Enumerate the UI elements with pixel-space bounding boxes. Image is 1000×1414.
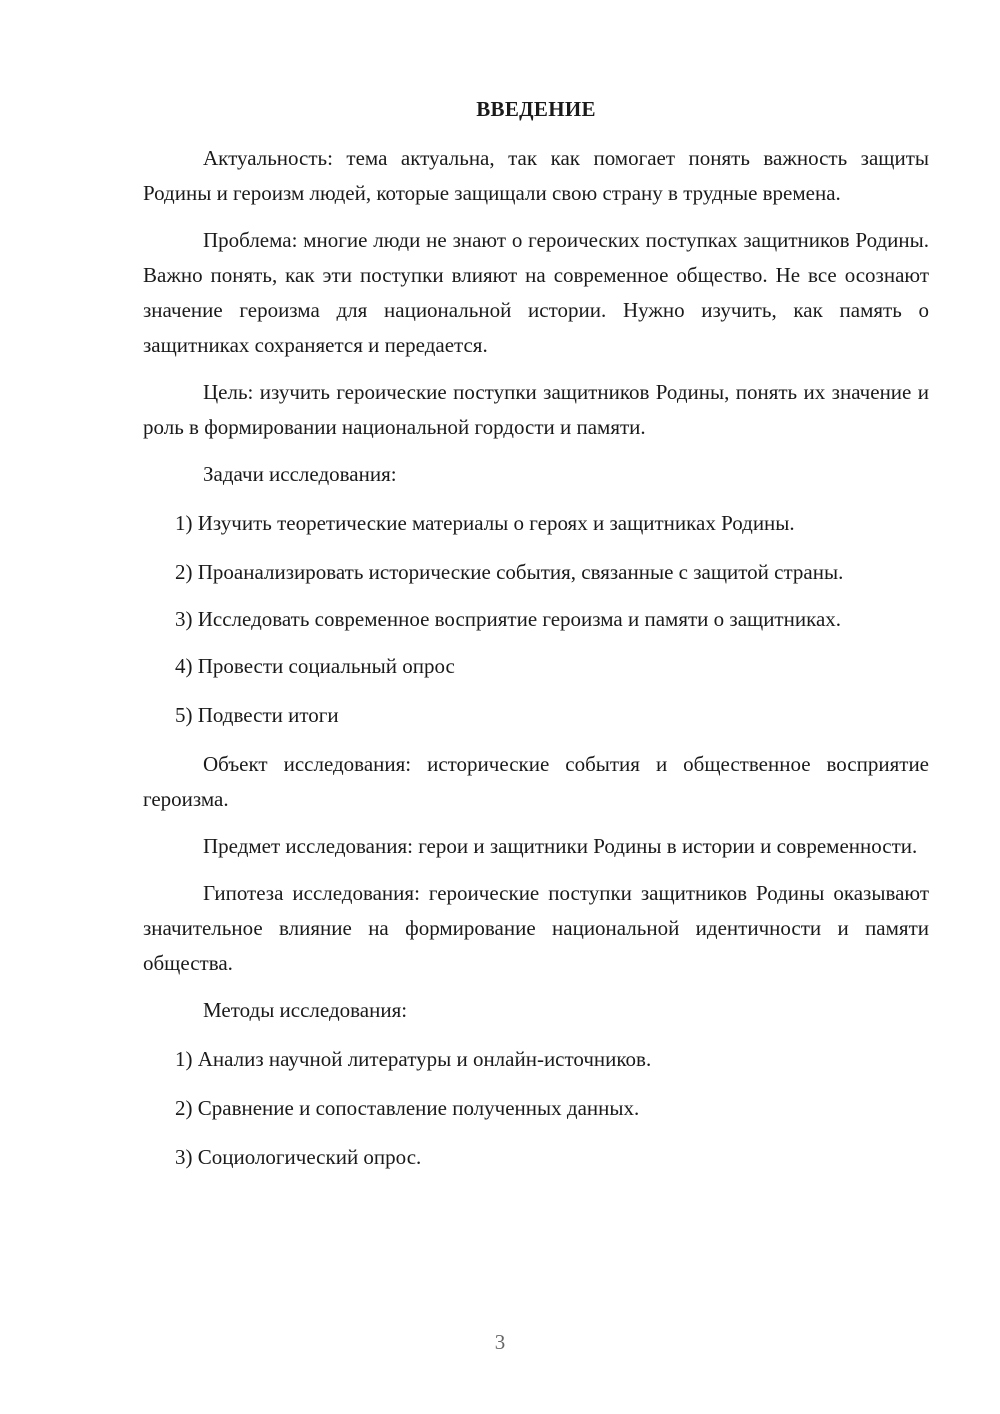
hypothesis-paragraph: Гипотеза исследования: героические поступки защитников Родины оказывают значительное влияние на формирование национальной идентичности и памяти общества. (143, 881, 929, 975)
object-paragraph: Объект исследования: исторические события и общественное восприятие героизма. (143, 752, 929, 811)
problem-paragraph: Проблема: многие люди не знают о героических поступках защитников Родины. Важно понять, как эти поступки влияют на современное общество. Не все осознают значение героизма для национальной истории. Нужно изучить, как память о защитниках сохраняется и передается. (143, 228, 929, 357)
methods-heading: Методы исследования: (203, 998, 408, 1022)
task-item: 4) Провести социальный опрос (175, 654, 455, 678)
tasks-heading: Задачи исследования: (203, 462, 397, 486)
relevance-paragraph: Актуальность: тема актуальна, так как помогает понять важность защиты Родины и героизм людей, которые защищали свою страну в трудные времена. (143, 146, 929, 205)
task-item: 5) Подвести итоги (175, 703, 339, 727)
method-item: 1) Анализ научной литературы и онлайн-источников. (175, 1047, 652, 1071)
task-item: 3) Исследовать современное восприятие героизма и памяти о защитниках. (175, 607, 842, 631)
task-item: 1) Изучить теоретические материалы о героях и защитниках Родины. (175, 511, 795, 535)
method-item: 3) Социологический опрос. (175, 1145, 422, 1169)
subject-paragraph: Предмет исследования: герои и защитники Родины в истории и современности. (203, 834, 918, 858)
page-content (143, 92, 929, 1189)
goal-paragraph: Цель: изучить героические поступки защитников Родины, понять их значение и роль в формировании национальной гордости и памяти. (143, 380, 929, 439)
section-title: ВВЕДЕНИЕ (476, 97, 596, 121)
task-item: 2) Проанализировать исторические события, связанные с защитой страны. (175, 560, 844, 584)
method-item: 2) Сравнение и сопоставление полученных данных. (175, 1096, 640, 1120)
page-number: 3 (494, 1330, 506, 1354)
